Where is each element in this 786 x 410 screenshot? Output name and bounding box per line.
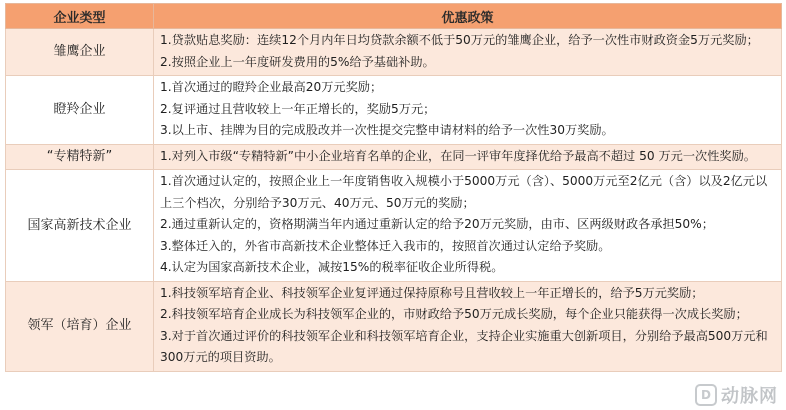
- policy-item: 1.首次通过的瞪羚企业最高20万元奖励；: [160, 80, 383, 94]
- watermark: [695, 382, 778, 408]
- enterprise-type-cell: 领军（培育）企业: [6, 281, 154, 371]
- policy-table: [5, 3, 782, 372]
- policy-item: 2.通过重新认定的，资格期满当年内通过重新认定的给予20万元奖励，由市、区两级财政各承担50%；: [160, 217, 714, 231]
- policy-item: 3.整体迁入的，外省市高新技术企业整体迁入我市的，按照首次通过认定给予奖励。: [160, 238, 611, 253]
- policy-cell: [154, 29, 782, 76]
- watermark-logo-icon: D: [695, 384, 717, 406]
- watermark-text: 动脉网: [721, 386, 778, 407]
- policy-cell: [154, 170, 782, 282]
- enterprise-type-cell: 国家高新技术企业: [6, 170, 154, 282]
- table-row-specialized: [6, 144, 782, 170]
- table-header-row: [6, 4, 782, 29]
- table-row-leading: [6, 281, 782, 371]
- policy-cell: [154, 144, 782, 170]
- policy-item: 1.对列入市级“专精特新”中小企业培育名单的企业，在同一评审年度择优给予最高不超过 50 万元一次性奖励。: [160, 148, 756, 163]
- enterprise-type-cell: “专精特新”: [6, 144, 154, 170]
- header-preferential-policy: 优惠政策: [154, 4, 782, 29]
- policy-cell: [154, 281, 782, 371]
- policy-item: 3.对于首次通过评价的科技领军企业和科技领军培育企业，支持企业实施重大创新项目，分别给予最高500万元和300万元的项目资助。: [160, 328, 768, 364]
- policy-cell: [154, 76, 782, 145]
- table-row-eagle: [6, 29, 782, 76]
- enterprise-type-cell: 瞪羚企业: [6, 76, 154, 145]
- header-enterprise-type: 企业类型: [6, 4, 154, 29]
- policy-item: 4.认定为国家高新技术企业，减按15%的税率征收企业所得税。: [160, 260, 504, 274]
- policy-item: 2.科技领军培育企业成长为科技领军企业的，市财政给予50万元成长奖励，每个企业只能获得一次成长奖励；: [160, 307, 748, 321]
- policy-item: 2.复评通过且营收较上一年正增长的，奖励5万元；: [160, 101, 436, 116]
- policy-item: 1.科技领军培育企业、科技领军企业复评通过保持原称号且营收较上一年正增长的，给予5万元奖励；: [160, 285, 704, 300]
- policy-item: 1.首次通过认定的，按照企业上一年度销售收入规模小于5000万元（含）、5000万元至2亿元（含）以及2亿元以上三个档次，分别给予30万元、40万元、50万元的奖励；: [160, 174, 768, 210]
- policy-item: 1.贷款贴息奖励：连续12个月内年日均贷款余额不低于50万元的雏鹰企业，给予一次性市财政资金5万元奖励；: [160, 33, 759, 47]
- policy-item: 2.按照企业上一年度研发费用的5%给予基础补助。: [160, 54, 435, 69]
- table-row-high-tech: [6, 170, 782, 282]
- policy-item: 3.以上市、挂牌为目的完成股改并一次性提交完整申请材料的给予一次性30万奖励。: [160, 123, 614, 137]
- table-row-gazelle: [6, 76, 782, 145]
- enterprise-type-cell: 雏鹰企业: [6, 29, 154, 76]
